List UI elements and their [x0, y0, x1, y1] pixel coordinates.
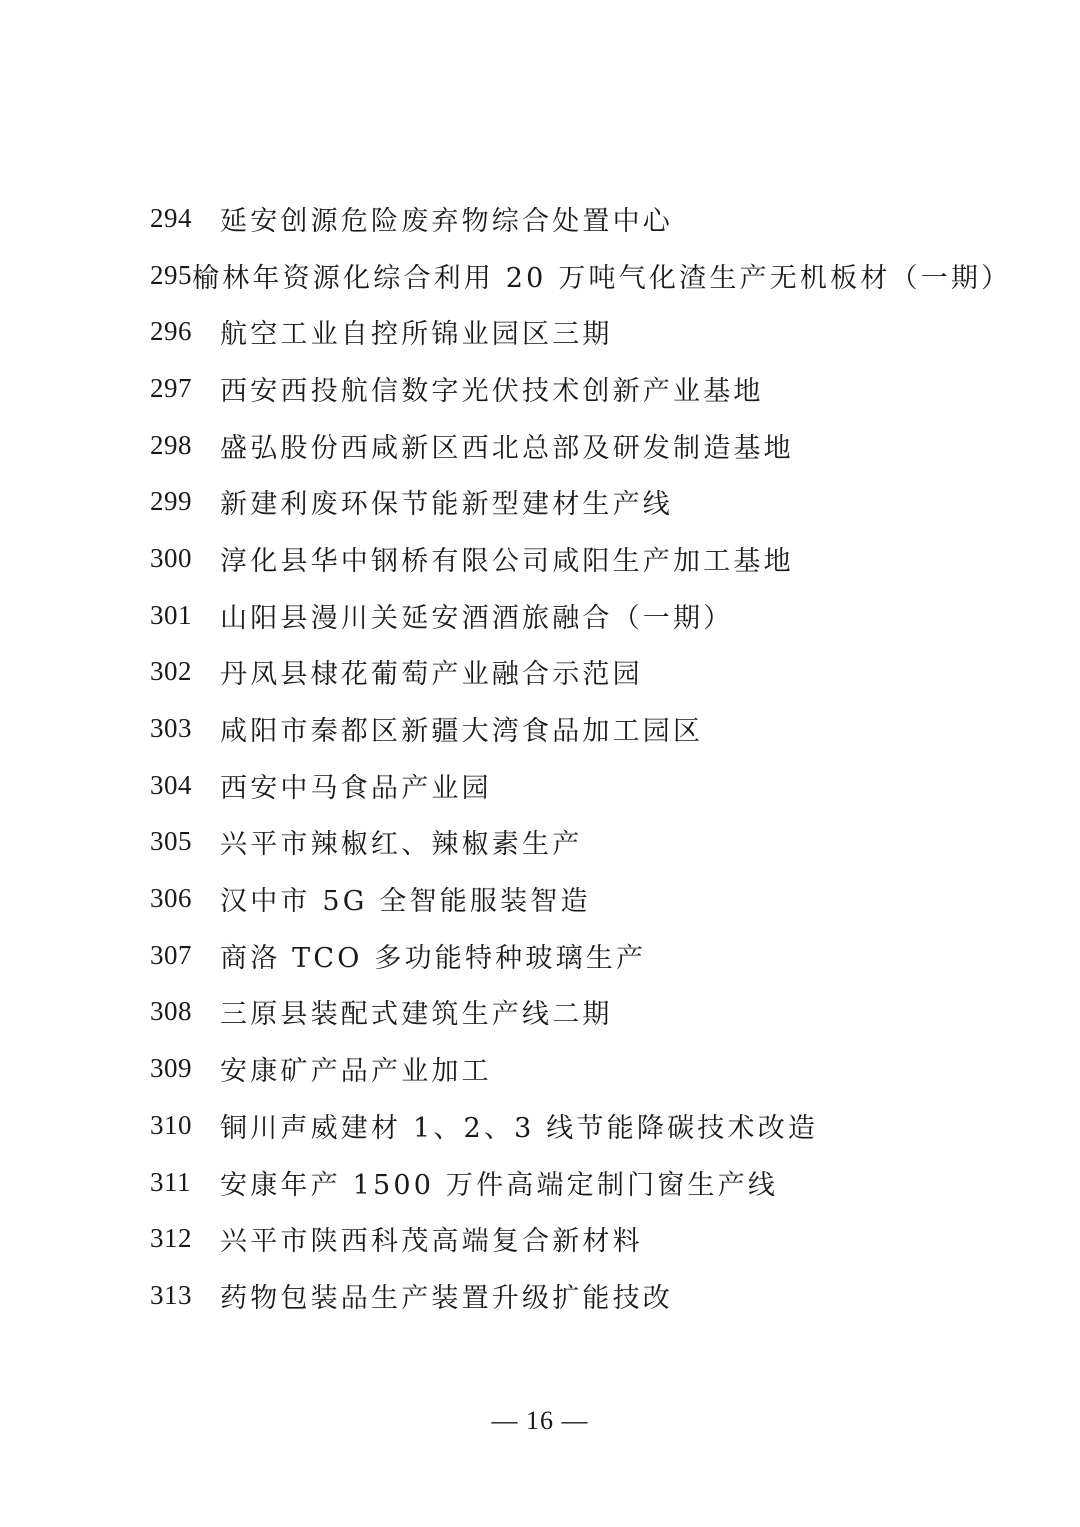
item-name: 铜川声威建材 1、2、3 线节能降碳技术改造 [220, 1112, 819, 1144]
list-item [150, 814, 1010, 871]
item-name: 西安西投航信数字光伏技术创新产业基地 [220, 375, 764, 407]
item-number: 301 [150, 599, 192, 630]
list-item [150, 984, 1010, 1041]
list-item [150, 587, 1010, 644]
list-item [150, 417, 1010, 474]
list-item [150, 757, 1010, 814]
item-name: 兴平市辣椒红、辣椒素生产 [220, 829, 583, 861]
item-number: 310 [150, 1109, 192, 1140]
list-item [150, 190, 1010, 247]
list-item [150, 303, 1010, 360]
item-name: 盛弘股份西咸新区西北总部及研发制造基地 [220, 432, 794, 464]
list-item [150, 870, 1010, 927]
item-name: 西安中马食品产业园 [220, 772, 492, 804]
item-number: 300 [150, 542, 192, 573]
item-name: 山阳县漫川关延安酒酒旅融合（一期） [220, 602, 734, 634]
item-number: 311 [150, 1166, 191, 1197]
item-name: 三原县装配式建筑生产线二期 [220, 999, 613, 1031]
list-item [150, 473, 1010, 530]
item-name: 丹凤县棣花葡萄产业融合示范园 [220, 659, 643, 691]
item-number: 309 [150, 1053, 192, 1084]
item-name: 商洛 TCO 多功能特种玻璃生产 [220, 942, 647, 974]
item-number: 305 [150, 826, 192, 857]
item-number: 295 [150, 259, 192, 290]
item-name: 咸阳市秦都区新疆大湾食品加工园区 [220, 716, 704, 748]
item-name: 安康年产 1500 万件高端定制门窗生产线 [220, 1169, 779, 1201]
item-number: 304 [150, 769, 192, 800]
project-list [150, 190, 1010, 1324]
item-number: 296 [150, 316, 192, 347]
list-item [150, 1267, 1010, 1324]
item-number: 313 [150, 1279, 192, 1310]
item-number: 294 [150, 202, 192, 233]
item-name: 榆林年资源化综合利用 20 万吨气化渣生产无机板材（一期） [192, 262, 1012, 294]
list-item [150, 360, 1010, 417]
item-number: 302 [150, 656, 192, 687]
item-number: 307 [150, 939, 192, 970]
item-number: 312 [150, 1223, 192, 1254]
item-name: 新建利废环保节能新型建材生产线 [220, 489, 673, 521]
item-name: 淳化县华中钢桥有限公司咸阳生产加工基地 [220, 545, 794, 577]
item-name: 安康矿产品产业加工 [220, 1056, 492, 1088]
item-number: 308 [150, 996, 192, 1027]
list-item [150, 1097, 1010, 1154]
list-item [150, 1154, 1010, 1211]
list-item [150, 1040, 1010, 1097]
list-item [150, 530, 1010, 587]
item-number: 297 [150, 372, 192, 403]
item-number: 306 [150, 883, 192, 914]
list-item [150, 700, 1010, 757]
item-number: 299 [150, 486, 192, 517]
item-number: 303 [150, 713, 192, 744]
list-item [150, 1210, 1010, 1267]
item-name: 汉中市 5G 全智能服装智造 [220, 886, 591, 918]
item-name: 延安创源危险废弃物综合处置中心 [220, 205, 673, 237]
item-name: 兴平市陕西科茂高端复合新材料 [220, 1226, 643, 1258]
item-number: 298 [150, 429, 192, 460]
list-item [150, 927, 1010, 984]
page-number: — 16 — [491, 1406, 589, 1435]
item-name: 航空工业自控所锦业园区三期 [220, 319, 613, 351]
list-item [150, 644, 1010, 701]
list-item [150, 247, 1010, 304]
item-name: 药物包装品生产装置升级扩能技改 [220, 1282, 673, 1314]
